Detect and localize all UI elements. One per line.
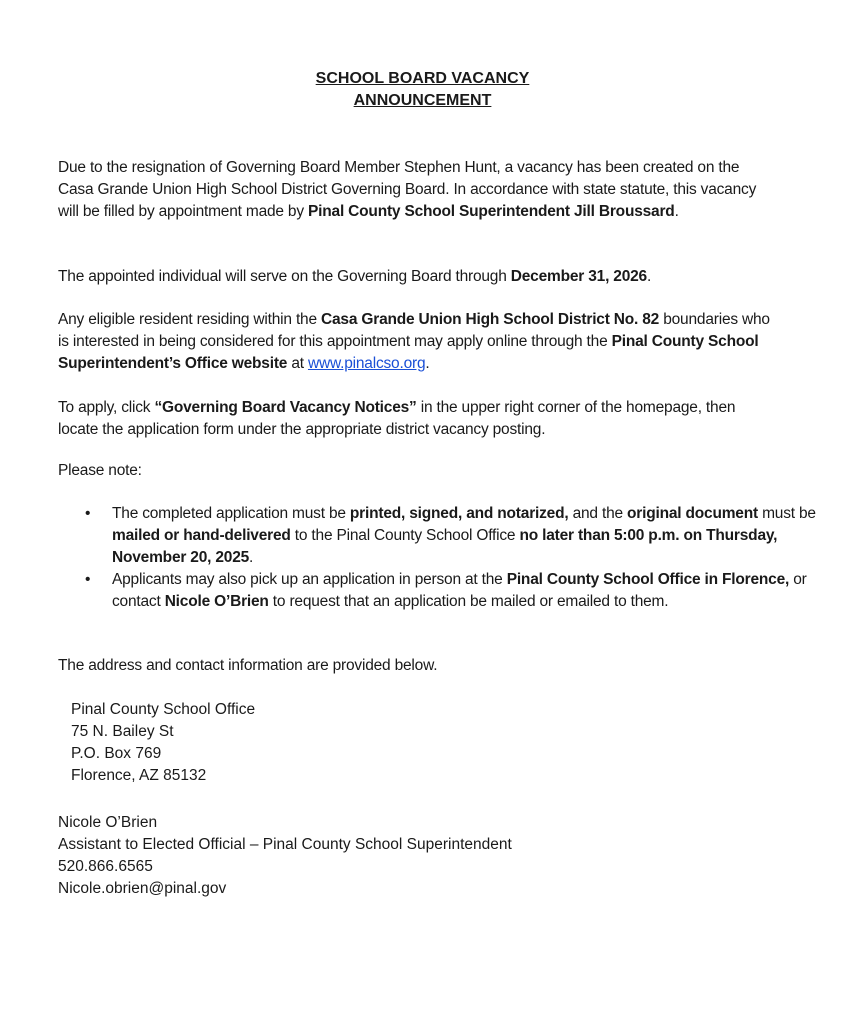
contact-intro-paragraph: The address and contact information are provided below. [58, 657, 438, 674]
address-line: Pinal County School Office [71, 701, 256, 718]
notes-list [58, 503, 822, 613]
resignation-paragraph: Due to the resignation of Governing Board Member Stephen Hunt, a vacancy has been created on the Casa Grande Union High School District Governing Board. In accordance with state statute, this vacancy will be filled by appointment made by Pinal County School Superintendent Jill Broussard. [58, 159, 757, 220]
address-line: P.O. Box 769 [71, 745, 162, 762]
title-line-2: ANNOUNCEMENT [353, 92, 492, 109]
address-block [71, 699, 255, 787]
contact-name: Nicole O’Brien [58, 814, 158, 831]
title-line-1: SCHOOL BOARD VACANCY [315, 70, 530, 87]
address-line: 75 N. Bailey St [71, 723, 174, 740]
apply-instructions-paragraph: To apply, click “Governing Board Vacancy Notices” in the upper right corner of the homepage, then locate the application form under the appropriate district vacancy posting. [58, 399, 736, 438]
contact-title: Assistant to Elected Official – Pinal County School Superintendent [58, 836, 512, 853]
website-link[interactable]: www.pinalcso.org [307, 355, 426, 372]
list-item: • The completed application must be printed, signed, and notarized, and the original document must be mailed or hand-delivered to the Pinal County School Office no later than 5:00 p.m. on Thursday, November 20, 2025. [112, 503, 822, 569]
address-line: Florence, AZ 85132 [71, 767, 207, 784]
term-paragraph: The appointed individual will serve on the Governing Board through December 31, 2026. [58, 268, 652, 285]
page-title [0, 68, 845, 112]
please-note-label: Please note: [58, 462, 142, 479]
eligibility-paragraph: Any eligible resident residing within the Casa Grande Union High School District No. 82 boundaries who is interested in being considered for this appointment may apply online through the Pinal County School Superintendent’s Office website at www.pinalcso.org. [58, 311, 770, 372]
contact-phone: 520.866.6565 [58, 858, 153, 875]
contact-email: Nicole.obrien@pinal.gov [58, 880, 227, 897]
contact-block [58, 812, 512, 900]
list-item: • Applicants may also pick up an application in person at the Pinal County School Office in Florence, or contact Nicole O’Brien to request that an application be mailed or emailed to them. [112, 569, 822, 613]
